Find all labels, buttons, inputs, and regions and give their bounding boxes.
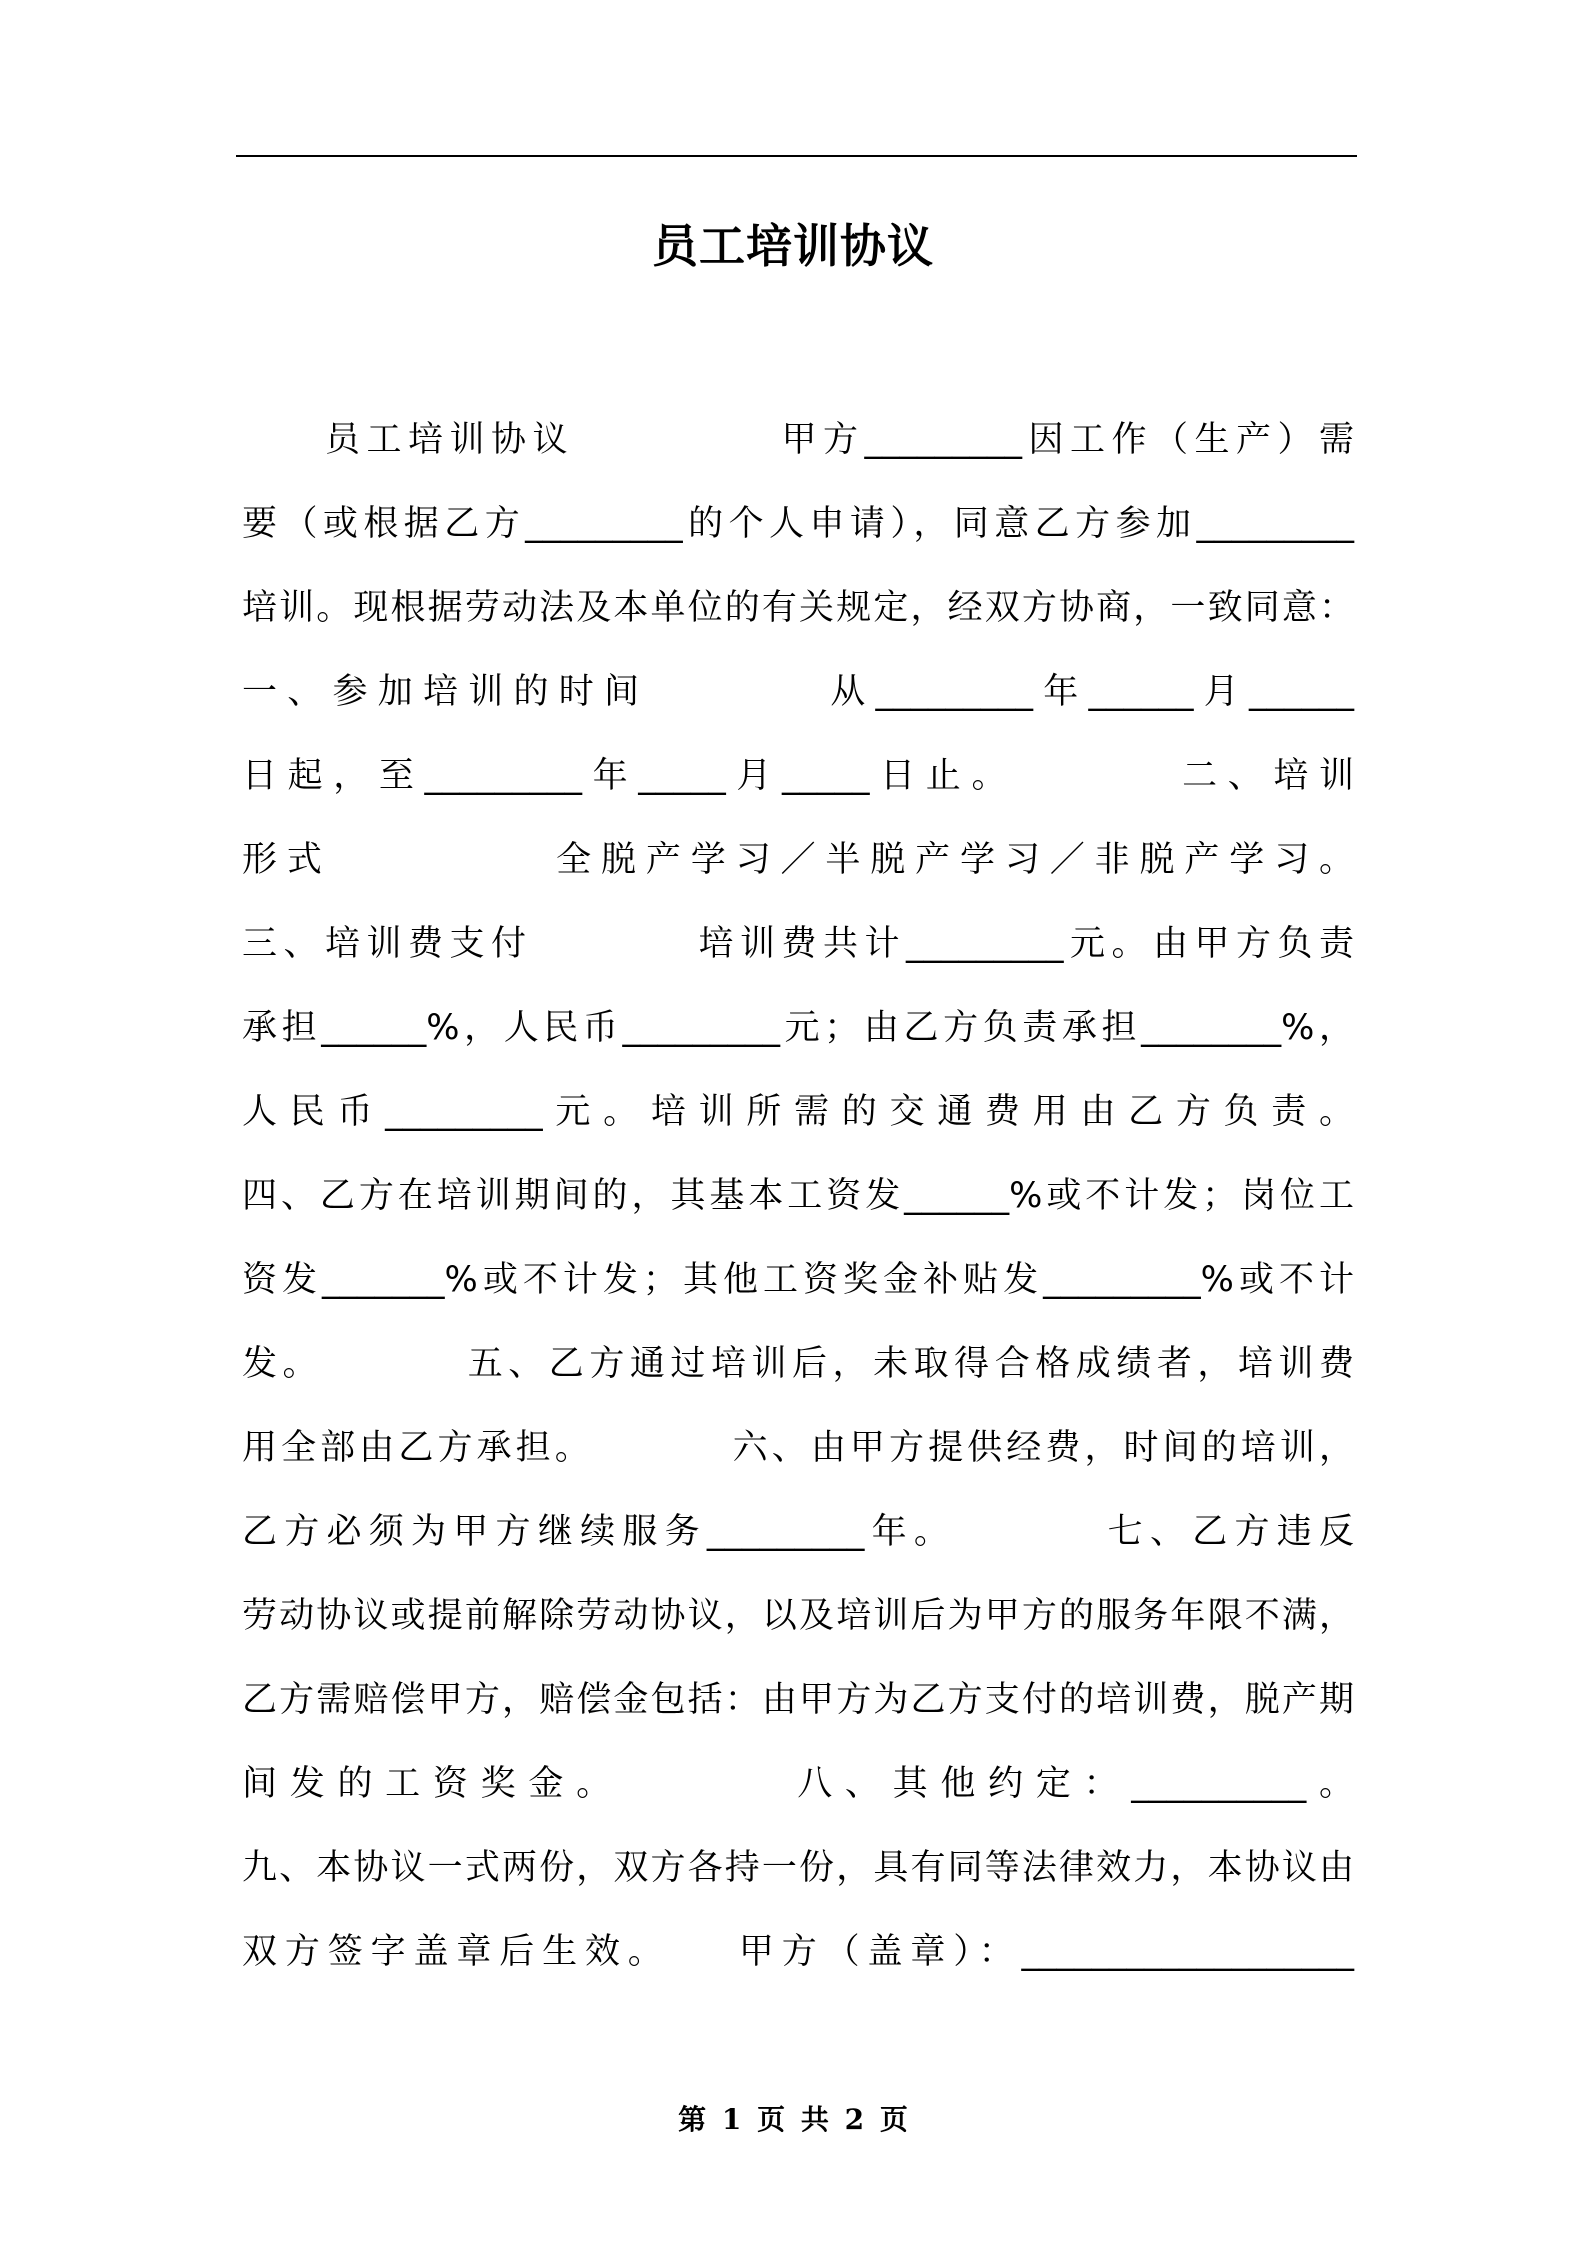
body-line-10: 四、乙方在培训期间的，其基本工资发______%或不计发；岗位工 [242,1176,1354,1216]
body-line-11: 资发_______%或不计发；其他工资奖金补贴发_________%或不计 [242,1260,1354,1300]
body-line-4: 一、参加培训的时间 从_________年______月______ [242,672,1354,712]
body-line-6: 形式 全脱产学习／半脱产学习／非脱产学习。 [242,840,1354,880]
body-line-8: 承担______%，人民币_________元；由乙方负责承担________%， [242,1008,1354,1048]
body-line-18: 九、本协议一式两份，双方各持一份，具有同等法律效力，本协议由 [242,1848,1354,1888]
body-line-9: 人民币_________元。培训所需的交通费用由乙方负责。 [242,1092,1354,1132]
body-line-1: 员工培训协议 甲方_________因工作（生产）需 [242,420,1354,460]
body-line-17: 间发的工资奖金。 八、其他约定：__________。 [242,1764,1354,1804]
header-rule [236,155,1357,157]
body-line-7: 三、培训费支付 培训费共计_________元。由甲方负责 [242,924,1354,964]
body-line-3: 培训。现根据劳动法及本单位的有关规定，经双方协商，一致同意： [242,588,1354,628]
body-line-16: 乙方需赔偿甲方，赔偿金包括：由甲方为乙方支付的培训费，脱产期 [242,1680,1354,1720]
body-line-15: 劳动协议或提前解除劳动协议，以及培训后为甲方的服务年限不满， [242,1596,1354,1636]
document-title: 员工培训协议 [652,219,934,273]
page-number: 第 1 页 共 2 页 [678,2103,908,2136]
body-line-2: 要（或根据乙方_________的个人申请），同意乙方参加_________ [242,504,1354,544]
body-line-19: 双方签字盖章后生效。 甲方（盖章）：___________________ [242,1932,1354,1972]
body-line-5: 日起，至_________年_____月_____日止。 二、培训 [242,756,1354,796]
document-body [242,405,1354,2001]
body-line-13: 用全部由乙方承担。 六、由甲方提供经费，时间的培训， [242,1428,1354,1468]
body-line-14: 乙方必须为甲方继续服务_________年。 七、乙方违反 [242,1512,1354,1552]
body-line-12: 发。 五、乙方通过培训后，未取得合格成绩者，培训费 [242,1344,1354,1384]
